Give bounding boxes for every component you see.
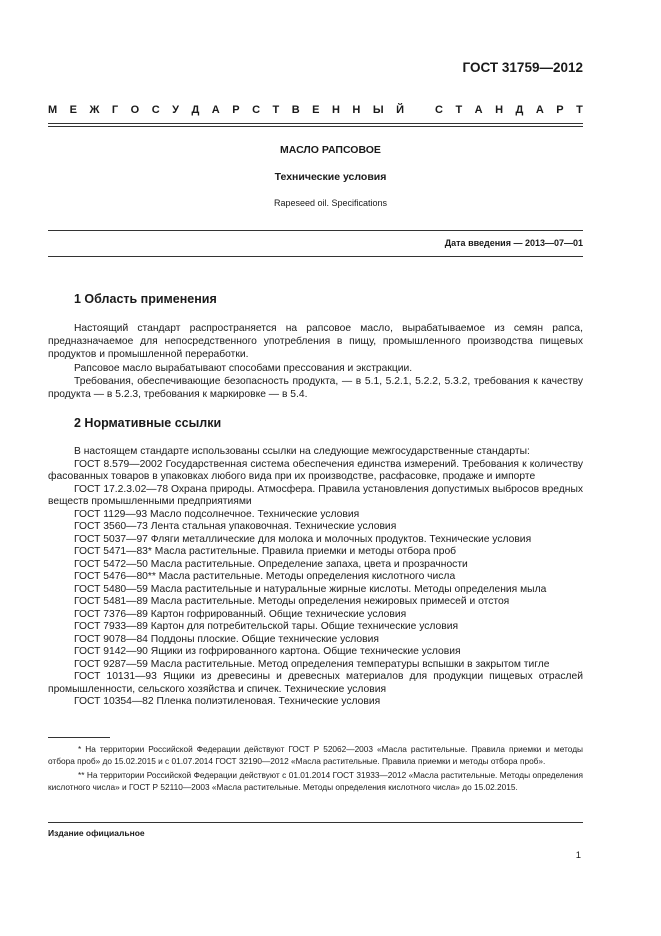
reference-item: ГОСТ 5471—83* Масла растительные. Правила приемки и методы отбора проб	[74, 546, 457, 557]
banner-letter: Т	[455, 104, 463, 116]
banner-letter: Р	[556, 104, 564, 116]
banner-letter: Н	[331, 104, 340, 116]
reference-item: ГОСТ 9078—84 Поддоны плоские. Общие технические условия	[74, 633, 379, 645]
paragraph: Требования, обеспечивающие безопасность продукта, — в 5.1, 5.2.1, 5.2.2, 5.3.2, требования к качеству продукта — в 5.2.3, требования к маркировке — в 5.4.	[48, 375, 583, 401]
banner-letter: Н	[495, 104, 504, 116]
banner-letter: Р	[232, 104, 240, 116]
paragraph: Настоящий стандарт распространяется на рапсовое масло, вырабатываемое из семян рапса, предназначаемое для непосредственного употребления в пищу, промышленного производства пищевых продуктов и промышленной переработки.	[48, 323, 583, 361]
banner-letter: С	[435, 104, 443, 116]
banner-letter	[417, 104, 423, 116]
header-rule-top	[48, 123, 583, 124]
banner-letter: А	[474, 104, 483, 116]
standard-subtitle: Технические условия	[274, 171, 387, 183]
reference-item: ГОСТ 17.2.3.02—78 Охрана природы. Атмосфера. Правила установления допустимых выбросов вредных веществ промышленными предприятиями	[48, 483, 583, 507]
date-rule-bottom	[48, 256, 583, 257]
footnotes	[48, 743, 583, 795]
section-1-heading: 1 Область применения	[74, 292, 217, 306]
banner-letter: М	[48, 104, 58, 116]
banner-letter: А	[211, 104, 220, 116]
footnote-separator	[48, 737, 110, 738]
document-code: ГОСТ 31759—2012	[462, 60, 583, 75]
reference-item: ГОСТ 10354—82 Пленка полиэтиленовая. Технические условия	[74, 696, 381, 707]
reference-item: ГОСТ 5481—89 Масла растительные. Методы определения нежировых примесей и отстоя	[74, 596, 510, 607]
banner-letter: Ы	[372, 104, 384, 116]
section-1-body	[48, 322, 583, 401]
section-2-heading: 2 Нормативные ссылки	[74, 416, 222, 430]
banner-letter: А	[535, 104, 544, 116]
reference-item: ГОСТ 5476—80** Масла растительные. Методы определения кислотного числа	[74, 571, 456, 582]
official-edition-label: Издание официальное	[48, 828, 145, 838]
banner-letter: Е	[312, 104, 320, 116]
reference-item: ГОСТ 7376—89 Картон гофрированный. Общие технические условия	[74, 608, 407, 620]
date-rule-top	[48, 230, 583, 231]
banner-letter: Н	[352, 104, 361, 116]
reference-item: ГОСТ 5037—97 Фляги металлические для молока и молочных продуктов. Технические условия	[74, 533, 532, 545]
banner-letter: Т	[576, 104, 583, 116]
effective-date: Дата введения — 2013—07—01	[444, 238, 583, 248]
banner-letter: Й	[396, 104, 405, 116]
reference-item: ГОСТ 7933—89 Картон для потребительской тары. Общие технические условия	[74, 621, 459, 632]
footnote: ** На территории Российской Федерации действуют с 01.01.2014 ГОСТ 31933—2012 «Масла растительные. Методы определения кислотного числа» и ГОСТ Р 52110—2003 «Масла растительные. Методы определения кислотного числа» до 15.02.2015.	[48, 770, 583, 792]
footer-rule	[48, 822, 583, 823]
standard-title: МАСЛО РАПСОВОЕ	[280, 144, 381, 156]
banner-letter: О	[130, 104, 140, 116]
footnote: * На территории Российской Федерации действуют ГОСТ Р 52062—2003 «Масла растительные. Правила приемки и методы отбора проб» до 15.02.2015 и с 01.07.2014 ГОСТ 32190—2012 «Масла растительные. Правила приемки и методы отбора проб».	[48, 744, 583, 766]
reference-item: ГОСТ 9142—90 Ящики из гофрированного картона. Общие технические условия	[74, 646, 461, 657]
normative-references	[48, 446, 583, 709]
reference-item: ГОСТ 8.579—2002 Государственная система обеспечения единства измерений. Требования к количеству фасованных товаров в упаковках любого вида при их производстве, расфасовке, продаже и импорте	[48, 458, 583, 482]
banner-letter: У	[172, 104, 179, 116]
paragraph: Рапсовое масло вырабатывают способами прессования и экстракции.	[74, 362, 413, 374]
reference-item: ГОСТ 5472—50 Масла растительные. Определение запаха, цвета и прозрачности	[74, 558, 468, 570]
banner-letter: Д	[191, 104, 200, 116]
references-intro: В настоящем стандарте использованы ссылки на следующие межгосударственные стандарты:	[74, 446, 530, 457]
banner-letter: В	[291, 104, 300, 116]
reference-item: ГОСТ 10131—93 Ящики из древесины и древесных материалов для продукции пищевых отраслей промышленности, сельского хозяйства и спичек. Технические условия	[48, 671, 583, 695]
banner-letter: С	[252, 104, 261, 116]
page-number: 1	[575, 850, 581, 861]
reference-item: ГОСТ 3560—73 Лента стальная упаковочная. Технические условия	[74, 521, 397, 532]
interstate-standard-banner	[48, 104, 583, 116]
standard-english-title: Rapeseed oil. Specifications	[273, 198, 388, 208]
banner-letter: Д	[515, 104, 524, 116]
reference-item: ГОСТ 9287—59 Масла растительные. Метод определения температуры вспышки в закрытом тигле	[74, 658, 550, 670]
banner-letter: Т	[272, 104, 280, 116]
banner-letter: Е	[69, 104, 77, 116]
reference-item: ГОСТ 5480—59 Масла растительные и натуральные жирные кислоты. Методы определения мыла	[74, 583, 547, 595]
banner-letter: Г	[111, 104, 119, 116]
banner-letter: С	[151, 104, 160, 116]
banner-letter: Ж	[89, 104, 100, 116]
header-rule-bottom	[48, 126, 583, 127]
reference-item: ГОСТ 1129—93 Масло подсолнечное. Технические условия	[74, 508, 360, 520]
